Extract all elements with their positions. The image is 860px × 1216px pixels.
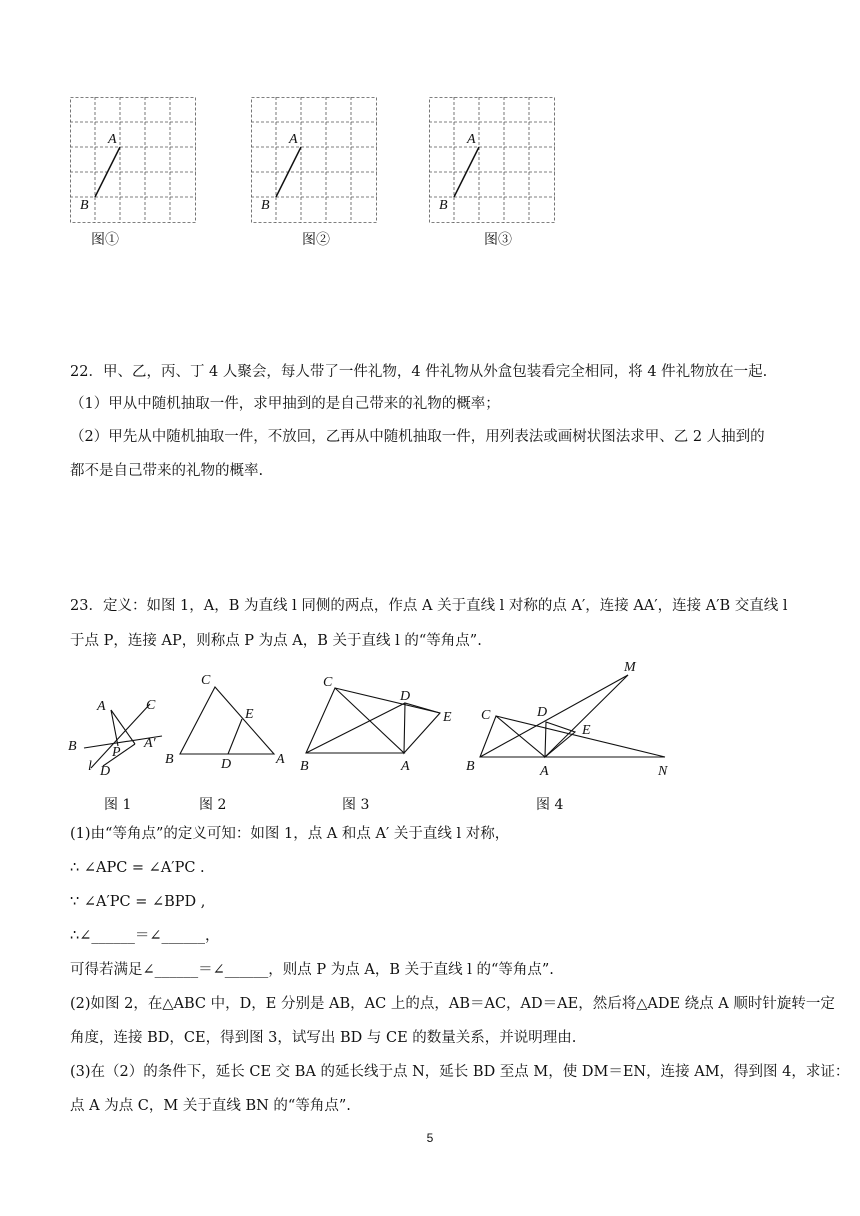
fig3-label-b: B: [300, 759, 309, 774]
caption-figure-3: 图 3: [342, 797, 370, 813]
fig2-label-c: C: [201, 673, 211, 688]
fig2-label-a: A: [276, 752, 285, 767]
fig2-label-d: D: [221, 757, 232, 772]
fig1-label-p: P: [112, 745, 121, 760]
fig1-label-l: l: [88, 759, 92, 774]
fig1-label-a-prime: A′: [144, 736, 156, 751]
fig2-label-b: B: [165, 752, 174, 767]
fig1-label-d: D: [100, 764, 111, 779]
q23-part3-line1: (3)在（2）的条件下，延长 CE 交 BA 的延长线于点 N，延长 BD 至点 M，使 DM＝EN，连接 AM，得到图 4，求证：: [70, 1064, 850, 1080]
q23-part1-line1: (1)由“等角点”的定义可知：如图 1，点 A 和点 A′ 关于直线 l 对称，: [70, 826, 510, 842]
q22-stem: 22．甲、乙，丙、丁 4 人聚会，每人带了一件礼物，4 件礼物从外盒包装看完全相同，将 4 件礼物放在一起.: [70, 364, 768, 380]
fig1-label-a: A: [97, 699, 106, 714]
fig3-label-a: A: [401, 759, 410, 774]
caption-figure-4: 图 4: [536, 797, 564, 813]
label-a: A: [108, 132, 117, 147]
label-a: A: [289, 132, 298, 147]
caption-fig-circled-1: 图①: [91, 232, 119, 248]
q22-part2-line1: （2）甲先从中随机抽取一件，不放回，乙再从中随机抽取一件，用列表法或画树状图法求甲、乙 2 人抽到的: [70, 429, 765, 445]
fig1-label-b: B: [68, 739, 77, 754]
caption-fig-circled-3: 图③: [484, 232, 512, 248]
fig3-label-c: C: [323, 675, 333, 690]
q22-part1: （1）甲从中随机抽取一件，求甲抽到的是自己带来的礼物的概率；: [70, 396, 500, 412]
fig4-label-c: C: [481, 708, 491, 723]
q22-part2-line2: 都不是自己带来的礼物的概率.: [70, 463, 264, 479]
q23-part3-line2: 点 A 为点 C，M 关于直线 BN 的“等角点”.: [70, 1098, 351, 1114]
page-number: 5: [426, 1131, 434, 1145]
caption-figure-2: 图 2: [199, 797, 227, 813]
label-a: A: [467, 132, 476, 147]
q23-part2-line2: 角度，连接 BD，CE，得到图 3，试写出 BD 与 CE 的数量关系，并说明理由.: [70, 1030, 577, 1046]
fig4-label-d: D: [537, 705, 548, 720]
fig4-label-e: E: [582, 723, 591, 738]
q23-part1-line4: ∴∠______＝∠______，: [70, 928, 220, 944]
fig4-label-b: B: [466, 759, 475, 774]
q23-part2-line1: (2)如图 2，在△ABC 中，D，E 分别是 AB，AC 上的点，AB＝AC，AD＝AE，然后将△ADE 绕点 A 顺时针旋转一定: [70, 996, 835, 1012]
caption-figure-1: 图 1: [104, 797, 132, 813]
fig4-label-n: N: [658, 764, 668, 779]
label-b: B: [439, 198, 448, 213]
q23-part1-line3: ∵ ∠A′PC = ∠BPD ,: [70, 894, 206, 910]
fig3-label-d: D: [400, 689, 411, 704]
q23-part1-line5: 可得若满足∠______＝∠______，则点 P 为点 A，B 关于直线 l 的“等角点”.: [70, 962, 554, 978]
label-b: B: [80, 198, 89, 213]
fig4-label-m: M: [624, 660, 636, 675]
fig4-label-a: A: [540, 764, 549, 779]
fig3-label-e: E: [443, 710, 452, 725]
fig1-label-c: C: [146, 698, 156, 713]
q23-definition-line2: 于点 P，连接 AP，则称点 P 为点 A，B 关于直线 l 的“等角点”.: [70, 633, 482, 649]
label-b: B: [261, 198, 270, 213]
q23-part1-line2: ∴ ∠APC = ∠A′PC .: [70, 860, 205, 876]
q23-definition-line1: 23．定义：如图 1，A，B 为直线 l 同侧的两点，作点 A 关于直线 l 对称的点 A′，连接 AA′，连接 A′B 交直线 l: [70, 598, 788, 614]
fig2-label-e: E: [245, 707, 254, 722]
caption-fig-circled-2: 图②: [302, 232, 330, 248]
